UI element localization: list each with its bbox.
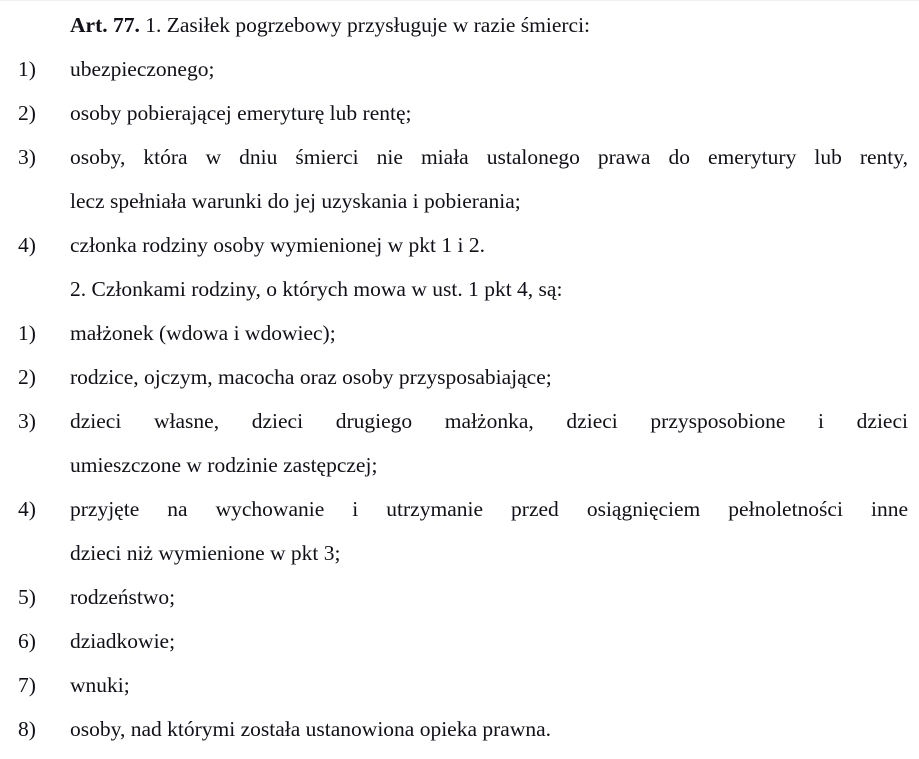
document-body [18,3,908,751]
list-item-text [70,487,908,575]
list-marker: 6) [18,629,36,653]
list-item [18,575,908,619]
list-item [18,47,908,91]
list-item [18,707,908,751]
list-marker: 2) [18,101,36,125]
list-item-line: umieszczone w rodzinie zastępczej; [70,453,378,477]
list-marker: 8) [18,717,36,741]
list-item-text: ubezpieczonego; [70,57,215,81]
list-marker: 4) [18,233,36,257]
list-marker: 1) [18,321,36,345]
list-marker: 3) [18,409,36,433]
list-item-line: lecz spełniała warunki do jej uzyskania i pobierania; [70,189,521,213]
list-marker: 7) [18,673,36,697]
list-item [18,663,908,707]
list-marker: 1) [18,57,36,81]
list-marker: 4) [18,497,36,521]
list-item [18,619,908,663]
lead-paragraph-text: 1. Zasiłek pogrzebowy przysługuje w razie śmierci: [139,13,591,37]
list-marker: 3) [18,145,36,169]
list-item [18,311,908,355]
list-item-text: osoby pobierającej emeryturę lub rentę; [70,101,412,125]
list-item-text [70,135,908,223]
list-item [18,135,908,223]
list-item-text: małżonek (wdowa i wdowiec); [70,321,336,345]
list-item-line: przyjęte na wychowanie i utrzymanie przed osiągnięciem pełnoletności inne [70,497,908,521]
list-item-text: osoby, nad którymi została ustanowiona opieka prawna. [70,717,552,741]
article-label: Art. 77. [70,13,140,37]
section-2-intro: 2. Członkami rodziny, o których mowa w ust. 1 pkt 4, są: [70,277,563,301]
list-item-text: członka rodziny osoby wymienionej w pkt 1 i 2. [70,233,485,257]
list-item [18,355,908,399]
list-item-text: wnuki; [70,673,130,697]
list-item [18,223,908,267]
list-item-text: rodzice, ojczym, macocha oraz osoby przysposabiające; [70,365,552,389]
list-item [18,487,908,575]
lead-paragraph [18,3,908,47]
list-item-text: rodzeństwo; [70,585,176,609]
list-item [18,399,908,487]
list-marker: 2) [18,365,36,389]
list-marker: 5) [18,585,36,609]
list-item [18,91,908,135]
list-item-text: dziadkowie; [70,629,176,653]
list-item-line: dzieci własne, dzieci drugiego małżonka, dzieci przysposobione i dzieci [70,409,908,433]
list-item-line: dzieci niż wymienione w pkt 3; [70,541,341,565]
list-item-text [70,399,908,487]
list-item-line: osoby, która w dniu śmierci nie miała ustalonego prawa do emerytury lub renty, [70,145,908,169]
